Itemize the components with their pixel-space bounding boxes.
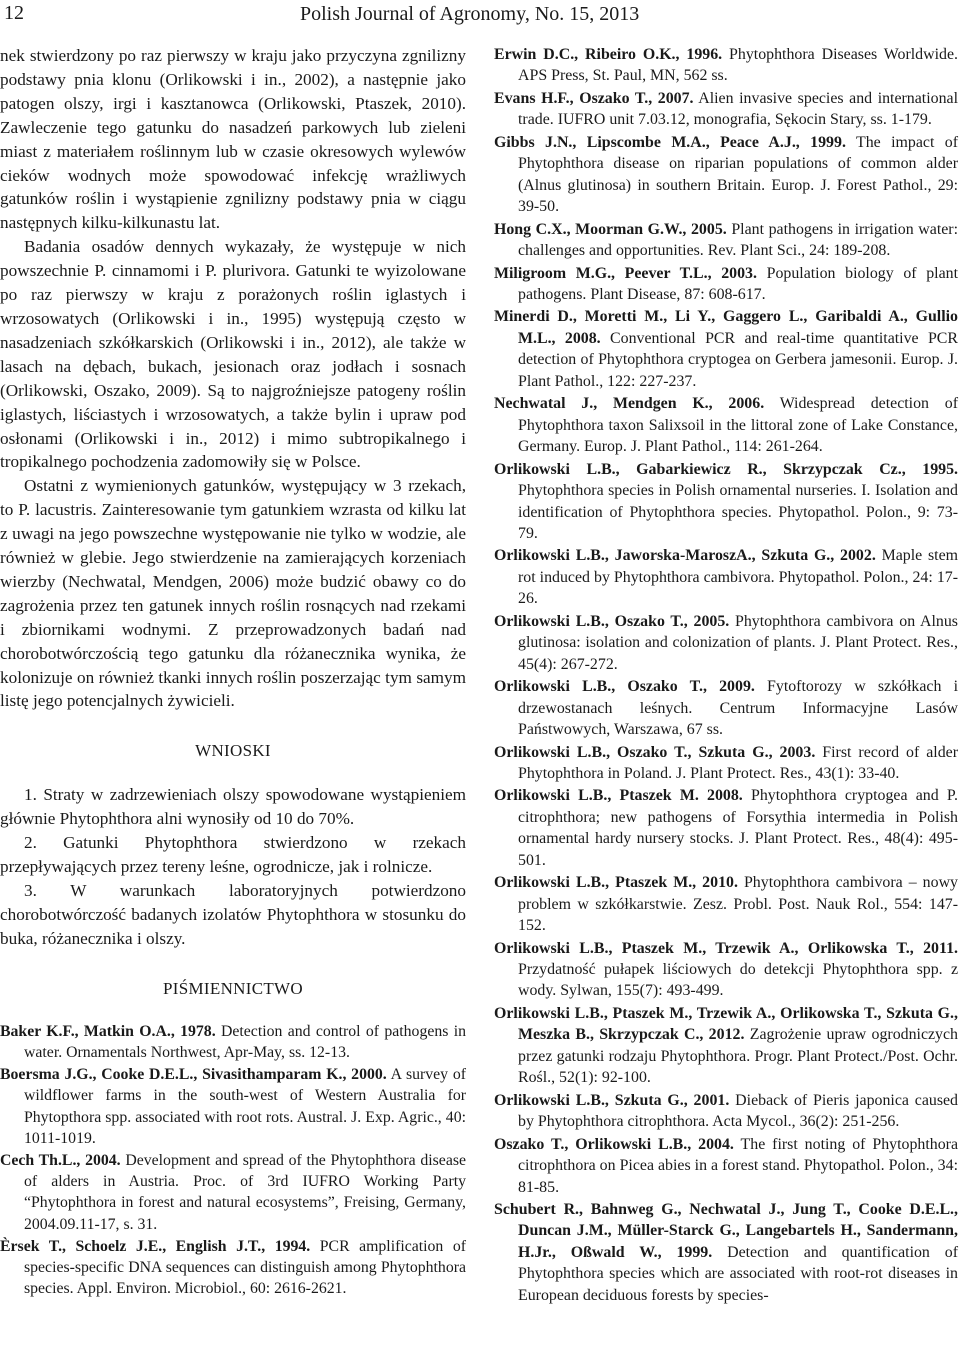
reference-text: The first noting of Phytophthora citrophthora on Picea abies in a forest stand. Phytopathol. Polon., 34: 81-85. — [518, 1135, 959, 1196]
section-heading-wnioski: WNIOSKI — [195, 741, 271, 761]
reference-item — [494, 1090, 958, 1133]
reference-text: Development and spread of the Phytophthora disease of alders in Austria. Proc. of 3rd IUFRO Working Party “Phytophthora in forest and natural ecosystems”, Freising, Germany, 2004.09.11-17, s. 31. — [24, 1151, 466, 1233]
page-number: 12 — [4, 2, 24, 24]
reference-text: Detection and quantification of Phytophthora species which are associated with root-rot diseases in European deciduous forests by species- — [518, 1243, 958, 1304]
reference-item — [494, 742, 958, 785]
section-heading-references: PIŚMIENNICTWO — [163, 978, 303, 998]
reference-list-left — [0, 1021, 466, 1300]
reference-item — [494, 1003, 958, 1089]
body-paragraph: Badania osadów dennych wykazały, że występuje w nich powszechnie P. cinnamomi i P. plurivora. Gatunki te wyizolowane po raz pierwszy w kraju z porażonych roślin iglastych i wrzosowatych (Orlikowski i in., 1995) występują często w nasadzeniach szkółkarskich (Orlikowski i in., 2012), ale także w lasach na dębach, bukach, jesionach oraz jodłach i sosnach (Orlikowski, Oszako, 2009). Są to najgroźniejsze patogeny roślin iglastych, liściastych i wrzosowatych, a także bylin i upraw pod osłonami (Orlikowski i in., 2012) i mimo subtropikalnego i tropikalnego pochodzenia zadomowiły się w Polsce. — [0, 237, 466, 472]
reference-authors: Orlikowski L.B., Ptaszek M., Trzewik A., Orlikowska T., Szkuta G., Meszka B., Skrzypczak C., 2012. — [494, 1004, 958, 1044]
reference-item — [494, 459, 958, 545]
reference-item — [494, 306, 958, 392]
reference-authors: Minerdi D., Moretti M., Li Y., Gaggero L., Garibaldi A., Gullio M.L., 2008. — [494, 308, 958, 347]
reference-authors: Orlikowski L.B., Ptaszek M., 2010. — [494, 874, 738, 892]
reference-item — [494, 263, 958, 306]
reference-authors: Baker K.F., Matkin O.A., 1978. — [0, 1022, 216, 1040]
reference-text: Alien invasive species and international trade. IUFRO unit 7.03.12, monografia, Sękocin Stary, ss. 1-179. — [518, 89, 958, 129]
reference-authors: Gibbs J.N., Lipscombe M.A., Peace A.J., 1999. — [494, 133, 846, 151]
reference-item — [494, 938, 958, 1002]
reference-authors: Erwin D.C., Ribeiro O.K., 1996. — [494, 46, 723, 63]
reference-authors: Èrsek T., Schoelz J.E., English J.T., 1994. — [0, 1237, 311, 1255]
reference-item — [0, 1021, 466, 1063]
reference-authors: Orlikowski L.B., Gabarkiewicz R., Skrzypczak Cz., 1995. — [494, 460, 958, 478]
left-column — [0, 44, 466, 1300]
reference-authors: Orlikowski L.B., Oszako T., Szkuta G., 2003. — [494, 743, 816, 761]
reference-item — [494, 872, 958, 936]
reference-item — [494, 393, 958, 457]
conclusion-item: 1. Straty w zadrzewieniach olszy spowodowane wystąpieniem głównie Phytophthora alni wynosiły od 10 do 70%. — [0, 785, 466, 829]
reference-authors: Hong C.X., Moorman G.W., 2005. — [494, 220, 727, 238]
reference-authors: Orlikowski L.B., Oszako T., 2005. — [494, 612, 730, 630]
reference-item — [494, 1134, 958, 1198]
reference-authors: Cech Th.L., 2004. — [0, 1151, 121, 1169]
reference-text: Phytophthora cambivora – nowy problem w szkółkarstwie. Zesz. Probl. Post. Nauk Rol., 554: 147-152. — [518, 874, 958, 935]
reference-item — [494, 676, 958, 740]
reference-text: First record of alder Phytophthora in Poland. J. Plant Protect. Res., 43(1): 33-40. — [518, 743, 958, 782]
reference-item — [494, 1199, 958, 1306]
reference-item — [494, 545, 958, 609]
body-paragraph: nek stwierdzony po raz pierwszy w kraju jako przyczyna zgnilizny podstawy pnia klonu (Orlikowski i in., 2002), a następnie jako patogen olszy, irgi i kasztanowca (Orlikowski, Ptaszek, 2010). Zawleczenie tego gatunku do nasadzeń parkowych lub zieleni miast z materiałem roślinnym lub w czasie okresowych wylewów cieków wodnych może spowodować infekcję wrażliwych gatunków roślin i wystąpienie zgnilizny podstawy pnia w ciągu następnych kilku-kilkunastu lat. — [0, 46, 466, 233]
reference-text: Population biology of plant pathogens. Plant Disease, 87: 608-617. — [518, 264, 958, 303]
reference-text: Conventional PCR and real-time quantitative PCR detection of Phytophthora cryptogea on Gerbera jamesonii. Europ. J. Plant Pathol., 122: 227-237. — [518, 329, 958, 390]
reference-item — [494, 132, 958, 218]
reference-text: Phytophthora cryptogea and P. citrophthora; new pathogens of Forsythia intermedia in Polish ornamental hardy nursery stocks. J. Plant Protect. Res., 48(4): 495-501. — [518, 787, 958, 869]
reference-item — [0, 1064, 466, 1149]
reference-text: Przydatność pułapek liściowych do detekcji Phytophthora spp. z wody. Sylwan, 155(7): 493-499. — [518, 961, 958, 1000]
reference-authors: Orlikowski L.B., Szkuta G., 2001. — [494, 1091, 730, 1109]
reference-authors: Miligroom M.G., Peever T.L., 2003. — [494, 264, 757, 282]
reference-text: Maple stem rot induced by Phytophthora cambivora. Phytopathol. Polon., 24: 17-26. — [518, 547, 958, 608]
reference-text: Phytophthora species in Polish ornamental nurseries. I. Isolation and identification of Phytophthora species. Phytopathol. Polon., 9: 73-79. — [518, 482, 958, 542]
reference-authors: Nechwatal J., Mendgen K., 2006. — [494, 395, 765, 413]
conclusion-item: 3. W warunkach laboratoryjnych potwierdzono chorobotwórczość badanych izolatów Phytophthora w stosunku do buka, różanecznika i olszy. — [0, 881, 466, 948]
reference-text: Detection and control of pathogens in water. Ornamentals Northwest, Apr-May, ss. 12-13. — [24, 1022, 467, 1061]
reference-item — [0, 1150, 466, 1235]
right-column — [494, 44, 958, 1307]
reference-text: Dieback of Pieris japonica caused by Phytophthora citrophthora. Acta Mycol., 36(2): 251-256. — [518, 1091, 959, 1131]
page-header — [0, 0, 960, 34]
reference-authors: Orlikowski L.B., Ptaszek M. 2008. — [494, 787, 743, 805]
reference-item — [494, 611, 958, 675]
reference-text: The impact of Phytophthora disease on riparian populations of common alder (Alnus glutinosa) in southern Britain. Europ. J. Forest Pathol., 29: 39-50. — [518, 133, 958, 216]
reference-authors: Orlikowski L.B., Jaworska-MaroszA., Szkuta G., 2002. — [494, 547, 876, 565]
reference-text: Plant pathogens in irrigation water: challenges and opportunities. Rev. Plant Sci., 24: 189-208. — [518, 220, 958, 260]
reference-item — [494, 88, 958, 131]
reference-item — [494, 219, 958, 262]
reference-authors: Oszako T., Orlikowski L.B., 2004. — [494, 1135, 734, 1153]
reference-authors: Schubert R., Bahnweg G., Nechwatal J., Jung T., Cooke D.E.L., Duncan J.M., Müller-Starck G., Langebartels H., Sandermann, H.Jr., Oßwald W., 1999. — [494, 1201, 958, 1261]
reference-text: Zagrożenie upraw ogrodniczych przez gatunki rodzaju Phytophthora. Progr. Plant Protect./Post. Ochr. Rośl., 52(1): 92-100. — [518, 1026, 959, 1087]
body-paragraph: Ostatni z wymienionych gatunków, występujący w 3 rzekach, to P. lacustris. Zainteresowanie tym gatunkiem wzrasta od kilku lat z uwagi na jego powszechne występowanie nie tylko w wodzie, ale również w glebie. Jego stwierdzenie na zamierających korzeniach wierzby (Nechwatal, Mendgen, 2006) może budzić obawy co do zagrożenia przez ten gatunek innych roślin rosnących nad rzekami i zbiornikami wodnymi. Z przeprowadzonych badań nad chorobotwórczością tego gatunku dla różanecznika wynika, że kolonizuje on również tkanki innych roślin poszerzając tym samym listę jego potencjalnych żywicieli. — [0, 476, 466, 711]
reference-text: Phytophthora cambivora on Alnus glutinosa: isolation and colonization of plants. J. Plant Protect. Res., 45(4): 267-272. — [518, 612, 958, 673]
reference-text: Widespread detection of Phytophthora taxon Salixsoil in the littoral zone of Lake Constance, Germany. Europ. J. Plant Pathol., 114: 261-264. — [518, 395, 959, 456]
reference-text: Fytoftorozy w szkółkach i drzewostanach leśnych. Centrum Informacyjne Lasów Państwowych, Warszawa, 67 ss. — [518, 678, 958, 739]
reference-item — [494, 44, 958, 87]
reference-authors: Orlikowski L.B., Ptaszek M., Trzewik A., Orlikowska T., 2011. — [494, 939, 958, 957]
reference-authors: Evans H.F., Oszako T., 2007. — [494, 89, 694, 107]
journal-title: Polish Journal of Agronomy, No. 15, 2013 — [300, 3, 640, 25]
reference-item — [0, 1236, 466, 1300]
reference-text: A survey of wildflower farms in the south-west of Western Australia for Phytopthora spp. associated with root rots. Austral. J. Exp. Agric., 40: 1011-1019. — [24, 1066, 466, 1147]
reference-item — [494, 785, 958, 871]
reference-text: PCR amplification of species-specific DNA sequences can distinguish among Phytophthora species. Appl. Environ. Microbiol., 60: 2616-2621. — [24, 1237, 466, 1298]
reference-authors: Boersma J.G., Cooke D.E.L., Sivasithamparam K., 2000. — [0, 1066, 387, 1084]
reference-authors: Orlikowski L.B., Oszako T., 2009. — [494, 678, 755, 696]
reference-text: Phytophthora Diseases Worldwide. APS Press, St. Paul, MN, 562 ss. — [518, 46, 958, 85]
conclusion-item: 2. Gatunki Phytophthora stwierdzono w rzekach przepływających przez tereny leśne, ogrodnicze, jak i rolnicze. — [0, 833, 466, 877]
